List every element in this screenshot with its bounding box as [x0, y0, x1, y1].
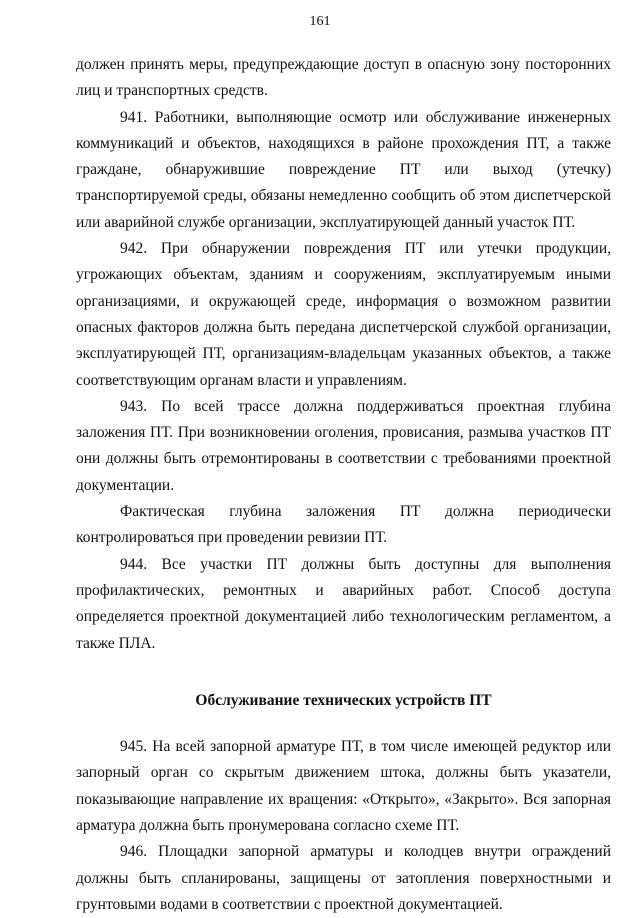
- paragraph-941: 941. Работники, выполняющие осмотр или обслуживание инженерных коммуникаций и объектов, находящихся в районе прохождения ПТ, а также граждане, обнаружившие повреждение ПТ или выход (утечку) транспортируемой среды, обязаны немедленно сообщить об этом диспетчерской или аварийной службе организации, эксплуатирующей данный участок ПТ.: [76, 108, 611, 231]
- paragraph-946: 946. Площадки запорной арматуры и колодцев внутри ограждений должны быть спланированы, защищены от затопления поверхностными и грунтовыми водами в соответствии с проектной документацией.: [76, 843, 611, 913]
- paragraph-942: 942. При обнаружении повреждения ПТ или утечки продукции, угрожающих объектам, зданиям и сооружениям, эксплуатируемым иными организациями, и окружающей среде, информация о возможном развитии опасных факторов должна быть передана диспетчерской службой организации, эксплуатирующей ПТ, организациям-владельцам указанных объектов, а также соответствующим органам власти и управлениям.: [76, 240, 611, 389]
- paragraph-943: 943. По всей трассе должна поддерживаться проектная глубина заложения ПТ. При возникновении оголения, провисания, размыва участков ПТ они должны быть отремонтированы в соответствии с требованиями проектной документации.: [76, 397, 611, 494]
- paragraph-continuation: должен принять меры, предупреждающие доступ в опасную зону посторонних лиц и транспортных средств.: [76, 56, 611, 100]
- paragraph-943-actual-depth: Фактическая глубина заложения ПТ должна периодически контролироваться при проведении ревизии ПТ.: [76, 503, 611, 547]
- document-body: [76, 52, 611, 918]
- paragraph-944: 944. Все участки ПТ должны быть доступны для выполнения профилактических, ремонтных и аварийных работ. Способ доступа определяется проектной документацией либо технологическим регламентом, а также ПЛА.: [76, 555, 611, 652]
- page-number: 161: [309, 14, 331, 29]
- section-heading: Обслуживание технических устройств ПТ: [195, 691, 492, 709]
- paragraph-945: 945. На всей запорной арматуре ПТ, в том числе имеющей редуктор или запорный орган со скрытым движением штока, должны быть указатели, показывающие направление их вращения: «Открыто», «Закрыто». Вся запорная арматура должна быть пронумерована согласно схеме ПТ.: [76, 738, 611, 835]
